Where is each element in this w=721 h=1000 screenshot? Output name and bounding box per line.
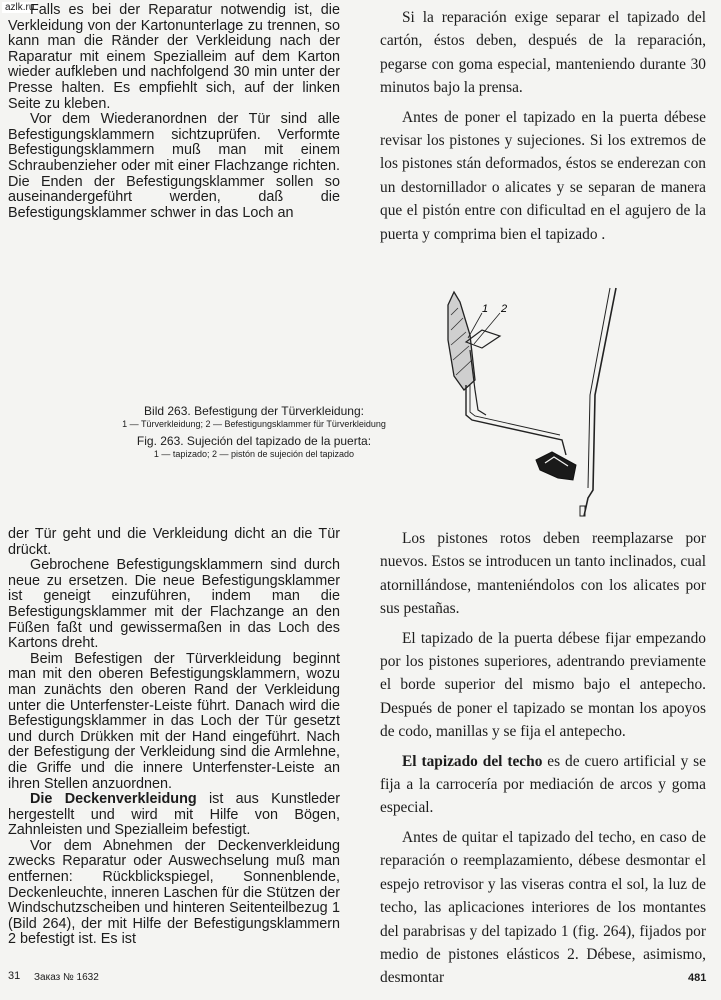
figure-caption-de-legend: 1 — Türverkleidung; 2 — Befestigungsklammer für Türverkleidung <box>122 419 386 429</box>
de-paragraph: Vor dem Abnehmen der Deckenverkleidung zwecks Reparatur oder Auswechselung muß man entfernen: Rückblickspiegel, Sonnenblende, Deckenleuchte, inneren Laschen für die Stützen der Windschutzscheiben und hinteren Seitenteilbezug 1 (Bild 264), der mit Hilfe der Befestigungsklammern 2 befestigt ist. Es ist <box>8 837 340 948</box>
de-paragraph-deckenverkleidung <box>8 792 340 839</box>
label-1: 1 <box>482 303 489 315</box>
door-panel-outline <box>584 288 616 516</box>
es-paragraph: Si la reparación exige separar el tapizado del cartón, éstos deben, después de la reparación, pegarse con goma especial, manteniendo durante 30 minutos bajo la prensa. <box>380 9 706 97</box>
leader-line-1 <box>468 313 482 338</box>
spanish-column-bottom <box>380 527 706 990</box>
label-2: 2 <box>501 303 508 315</box>
de-paragraph: der Tür geht und die Verkleidung dicht an die Tür drückt. <box>8 526 340 558</box>
es-heading-bold: El tapizado del techo <box>402 752 543 770</box>
door-trim-fastening-drawing <box>430 280 630 530</box>
figure-caption-es-title: Fig. 263. Sujeción del tapizado de la puerta: <box>136 434 372 448</box>
de-paragraph-text: ist aus Kunstleder hergestellt und wird mit Hilfe von Bögen, Zahnleisten und Spezialleim befestigt. <box>8 791 340 839</box>
de-paragraph: Falls es bei der Reparatur notwendig ist, die Verkleidung von der Kartonunterlage zu trennen, so kann man die Ränder der Verkleidung nach der Raparatur mit einem Spezialleim auf dem Karton wieder aufkleben und nachfolgend 30 min unter der Presse halten. Es empfiehlt sich, auf der linken Seite zu kleben. <box>8 2 340 112</box>
es-paragraph: Antes de quitar el tapizado del techo, en caso de reparación o reemplazamiento, débese desmontar el espejo retrovisor y las viseras contra el sol, la luz de techo, las aplicaciones interiores de los montantes del parabrisas y del tapizado 1 (fig. 264), fijados por medio de pistones elásticos 2. Débese, asimismo, desmontar <box>380 828 706 987</box>
de-paragraph: Beim Befestigen der Türverkleidung beginnt man mit den oberen Befestigungsklammern, wozu man zunächts den oberen Rand der Verkleidung unter die Unterfenster-Leiste führt. Danach wird die Befestigungsklammer in das Loch der Tür gesetzt und durch Drükken mit der Hand eingeführt. Nach der Befestigung der Verkleidung sind die Armlehne, die Griffe und die innere Unterfenster-Leiste an ihren Stellen anzuordnen. <box>8 650 340 792</box>
figure-caption-es-legend: 1 — tapizado; 2 — pistón de sujeción del tapizado <box>153 449 355 459</box>
door-inner-line <box>588 288 610 488</box>
leader-line-2 <box>474 313 500 344</box>
es-paragraph: Los pistones rotos deben reemplazarse por nuevos. Estos se introducen un tanto inclinados, cual atornillándose, manteniéndolos con los alicates por sus pestañas. <box>380 530 706 618</box>
page-number: 481 <box>688 972 707 984</box>
spanish-column-top <box>380 6 706 246</box>
footer-order-text: Заказ № 1632 <box>34 972 99 983</box>
watermark: azlk.ru <box>2 2 37 13</box>
es-paragraph-text: es de cuero artificial y se fija a la carrocería por mediación de arcos y goma especial. <box>380 752 706 817</box>
es-paragraph: Antes de poner el tapizado en la puerta débese revisar los pistones y sujeciones. Si los extremos de los pistones stán deformados, éstos se enderezan con un destornillador o alicates y se separan de manera que el pistón entre con dificultad en el agujero de la puerta y comprima bien el tapizado . <box>380 108 706 243</box>
de-paragraph: Gebrochene Befestigungsklammern sind durch neue zu ersetzen. Die neue Befestigungsklammer ist geneigt einzuführen, indem man die Befestigungsklammer mit der Flachzange an den Füßen faßt und gewissermaßen in das Loch des Kartons dreht. <box>8 557 340 652</box>
figure-caption <box>118 404 390 460</box>
german-column-bottom <box>8 527 340 948</box>
footer-left-number: 31 <box>8 970 21 982</box>
trim-panel-hatched <box>448 292 475 390</box>
sill-line <box>466 385 566 455</box>
es-paragraph-techo <box>380 750 706 820</box>
es-paragraph: El tapizado de la puerta débese fijar empezando por los pistones superiores, adentrando previamente el borde superior del mismo bajo el antepecho. Después de poner el tapizado se montan los apoyos de codo, manillas y se fija el antepecho. <box>380 629 706 741</box>
sill-line-inner <box>470 385 560 435</box>
figure-caption-de-title: Bild 263. Befestigung der Türverkleidung: <box>144 404 364 418</box>
de-heading-bold: Die Deckenverkleidung <box>30 791 197 808</box>
de-paragraph: Vor dem Wiederanordnen der Tür sind alle Befestigungsklammern sichtzuprüfen. Verformte Befestigungsklammern muß man mit einem Schraubenzieher oder mit einer Flachzange richten. Die Enden der Befestigungsklammer sollen so auseinandergeführt werden, daß die Befestigungsklammer schwer in das Loch an <box>8 111 340 221</box>
weatherstrip-seal <box>536 452 576 480</box>
german-column-top <box>8 3 340 221</box>
